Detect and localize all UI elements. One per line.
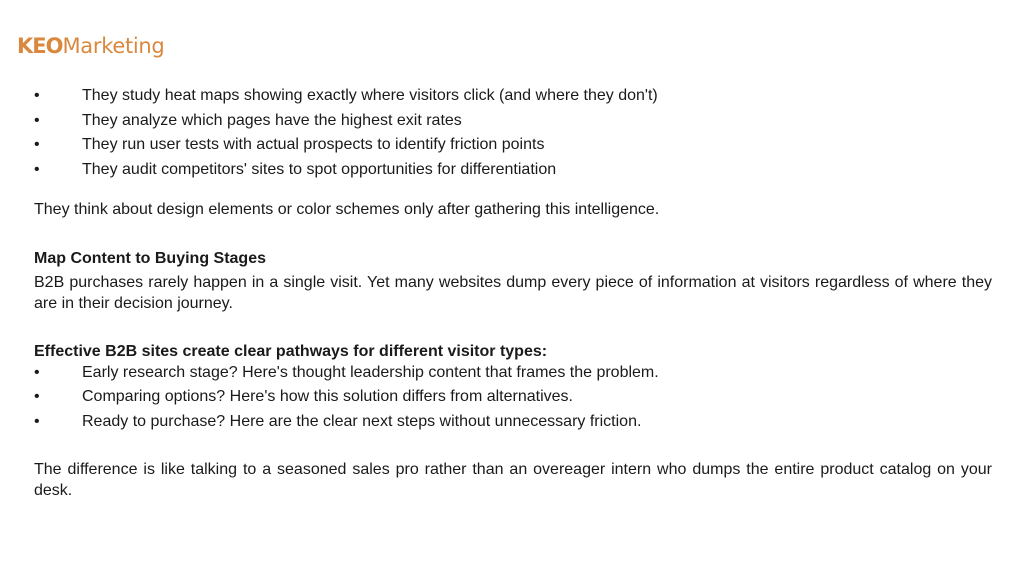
research-methods-list (34, 86, 992, 180)
list-item-text: Early research stage? Here's thought leadership content that frames the problem. (82, 363, 659, 381)
list-item (34, 111, 992, 132)
bullet-icon: • (34, 111, 40, 129)
list-item-text: They audit competitors' sites to spot opportunities for differentiation (82, 160, 557, 178)
list-item (34, 387, 992, 408)
list-item (34, 412, 992, 433)
bullet-icon: • (34, 388, 40, 405)
buying-stages-paragraph: B2B purchases rarely happen in a single visit. Yet many websites dump every piece of information at visitors regardless of where they are in their decision journey. (34, 274, 992, 312)
section-heading: Map Content to Buying Stages (34, 249, 266, 267)
closing-paragraph: The difference is like talking to a seasoned sales pro rather than an overeager intern who dumps the entire product catalog on your desk. (34, 461, 992, 499)
list-item-text: They study heat maps showing exactly where visitors click (and where they don't) (82, 87, 658, 104)
bullet-icon: • (34, 363, 40, 381)
intelligence-paragraph: They think about design elements or color schemes only after gathering this intelligence. (34, 201, 660, 218)
list-item-text: They run user tests with actual prospects to identify friction points (82, 136, 545, 153)
list-item-text: They analyze which pages have the highest exit rates (82, 111, 462, 129)
bullet-icon: • (34, 136, 40, 153)
logo-marketing: Marketing (62, 34, 165, 58)
logo-keo: KEO (17, 34, 63, 58)
list-item (34, 363, 992, 384)
document-body (34, 86, 992, 501)
list-item-text: Comparing options? Here's how this solution differs from alternatives. (82, 388, 573, 405)
pathways-subheading: Effective B2B sites create clear pathways for different visitor types: (34, 343, 548, 360)
list-item-text: Ready to purchase? Here are the clear next steps without unnecessary friction. (82, 412, 642, 430)
list-item (34, 86, 992, 107)
keo-marketing-logo (17, 31, 164, 61)
list-item (34, 135, 992, 156)
visitor-types-list (34, 363, 992, 433)
list-item (34, 160, 992, 181)
bullet-icon: • (34, 87, 40, 104)
bullet-icon: • (34, 412, 40, 430)
bullet-icon: • (34, 160, 40, 178)
